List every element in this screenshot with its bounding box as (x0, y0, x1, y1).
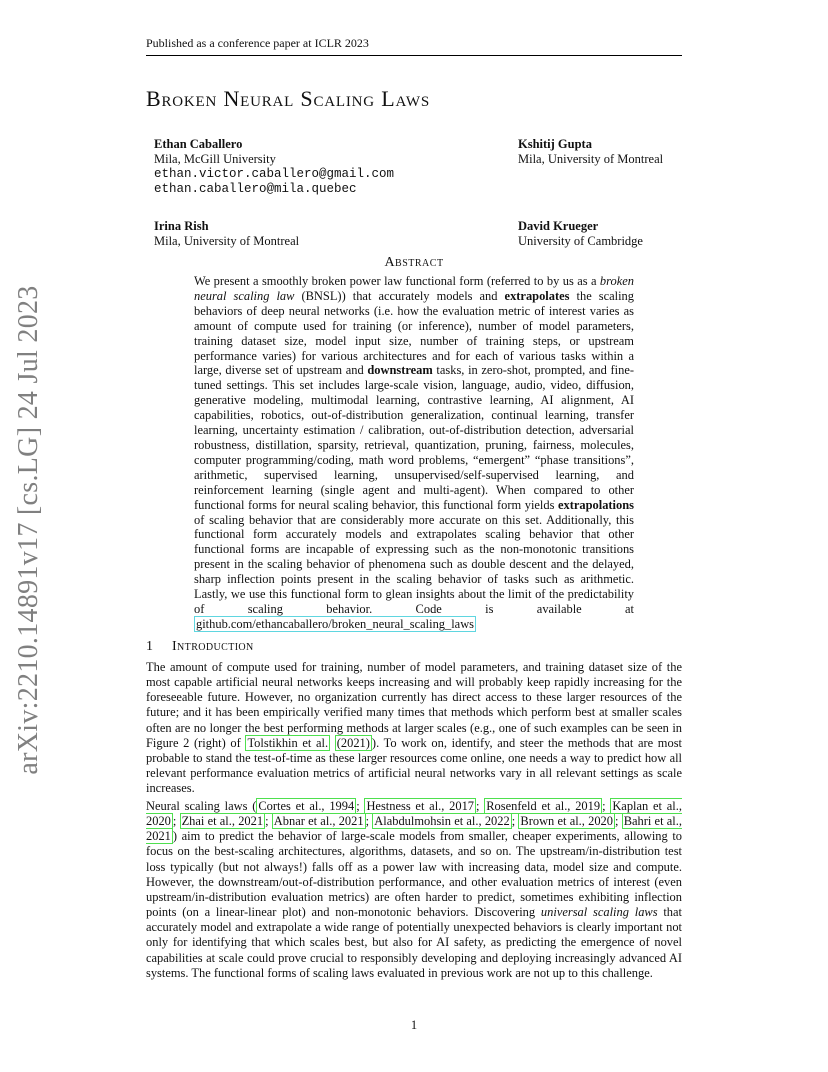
author-block-3 (154, 219, 299, 249)
author-name: Kshitij Gupta (518, 137, 592, 151)
citation-link[interactable]: Alabdulmohsin et al., 2022 (374, 814, 510, 829)
author-affiliation: University of Cambridge (518, 234, 643, 248)
author-email[interactable]: ethan.caballero@mila.quebec (154, 182, 357, 196)
author-block-2 (518, 137, 663, 167)
author-affiliation: Mila, University of Montreal (518, 152, 664, 166)
author-email[interactable]: ethan.victor.caballero@gmail.com (154, 167, 395, 181)
intro-paragraph-1: The amount of compute used for training, number of model parameters, and training dataset size of the most capable artificial neural networks keeps increasing and will probably keep rapidly increasing for the foreseeable future. However, no organization currently has direct access to these larger resources of the future; and it has been empirically verified many times that methods which perform best at smaller scales often are no longer the best performing methods at larger scales (e.g., one of such examples can be seen in Figure 2 (right) of Tolstikhin et al. (2021) ). To work on, identify, and steer the methods that are most probable to stand the test-of-time as these larger resources come online, one needs a way to predict how all relevant performance evaluation metrics of artificial neural networks vary in all relevant settings as scale increases. (146, 660, 682, 796)
author-affiliation: Mila, McGill University (154, 152, 276, 166)
page-number: 1 (410, 1018, 418, 1032)
author-name: David Krueger (518, 219, 599, 233)
abstract-heading: Abstract (384, 255, 444, 270)
author-block-1 (154, 137, 394, 197)
paper-title: Broken Neural Scaling Laws (146, 86, 430, 111)
citation-link[interactable]: Kaplan et al., 2020 (146, 799, 682, 829)
author-name: Irina Rish (154, 219, 209, 233)
arxiv-sidebar-stamp (4, 285, 54, 775)
citation-link[interactable]: Tolstikhin et al. (247, 735, 329, 750)
section-heading-introduction: 1 Introduction (146, 639, 254, 654)
author-name: Ethan Caballero (154, 137, 243, 151)
code-repository-link[interactable]: github.com/ethancaballero/broken_neural_scaling_laws (196, 616, 475, 631)
citation-link[interactable]: Zhai et al., 2021 (181, 814, 264, 829)
arxiv-identifier: arXiv:2210.14891v17 [cs.LG] 24 Jul 2023 (13, 285, 44, 775)
citation-link[interactable]: Bahri et al., 2021 (146, 814, 682, 844)
abstract-body: We present a smoothly broken power law functional form (referred to by us as a broken neural scaling law (BNSL)) that accurately models and extrapolates the scaling behaviors of deep neural networks (i.e. how the evaluation metric of interest varies as amount of compute used for training (or inference), number of model parameters, training dataset size, model input size, number of training steps, or upstream performance varies) for various architectures and for each of various tasks within a large, diverse set of upstream and downstream tasks, in zero-shot, prompted, and fine-tuned settings. This set includes large-scale vision, language, audio, video, diffusion, generative modeling, multimodal learning, contrastive learning, AI alignment, AI capabilities, robotics, out-of-distribution generalization, continual learning, transfer learning, uncertainty estimation / calibration, out-of-distribution detection, adversarial robustness, distillation, sparsity, retrieval, quantization, pruning, fairness, molecules, computer programming/coding, math word problems, “emergent” “phase transitions”, arithmetic, supervised learning, unsupervised/self-supervised learning, and reinforcement learning (single agent and multi-agent). When compared to other functional forms for neural scaling behavior, this functional form yields extrapolations of scaling behavior that are considerably more accurate on this set. Additionally, this functional form accurately models and extrapolates scaling behavior that other functional forms are incapable of expressing such as the non-monotonic transitions present in the scaling behavior of phenomena such as double descent and the delayed, sharp inflection points present in the scaling behavior of tasks such as arithmetic. Lastly, we use this functional form to glean insights about the limit of the predictability of scaling behavior. Code is available at github.com/ethancaballero/broken_neural_scaling_laws (194, 274, 634, 631)
citation-link[interactable]: Abnar et al., 2021 (273, 814, 364, 829)
intro-paragraph-2: Neural scaling laws ( Cortes et al., 1994 ; Hestness et al., 2017 ; Rosenfeld et al., 2019 ; Kaplan et al., 2020 ; Zhai et al., 2021 ; Abnar et al., 2021 ; Alabdulmohsin et al., 2022 ; Brown et al., 2020 ; Bahri et al., 2021 ) aim to predict the behavior of large-scale models from smaller, cheaper experiments, allowing to focus on the best-scaling architectures, algorithms, datasets, and so on. The upstream/in-distribution test loss typically (but not always!) falls off as a power law with increasing data, model size and compute. However, the downstream/out-of-distribution performance, and other evaluation metrics of interest (even upstream/in-distribution evaluation metrics) are often harder to predict, sometimes exhibiting inflection points (on a linear-linear plot) and non-monotonic behaviors. Discovering universal scaling laws that accurately model and extrapolate a wide range of potentially unexpected behaviors is clearly important not only for identifying that which scales best, but also for AI safety, as predicting the emergence of novel capabilities at scale could prove crucial to responsibly developing and deploying increasingly advanced AI systems. The functional forms of scaling laws evaluated in previous work are not up to this challenge. (146, 799, 682, 980)
author-block-4 (518, 219, 643, 249)
citation-link[interactable]: Brown et al., 2020 (520, 814, 613, 829)
citation-link[interactable]: Rosenfeld et al., 2019 (486, 799, 601, 813)
citation-link[interactable]: Hestness et al., 2017 (366, 799, 475, 813)
citation-link[interactable]: Cortes et al., 1994 (258, 799, 355, 813)
author-affiliation: Mila, University of Montreal (154, 234, 300, 248)
running-header: Published as a conference paper at ICLR 2023 (146, 36, 682, 56)
citation-link[interactable]: (2021) (336, 735, 370, 750)
